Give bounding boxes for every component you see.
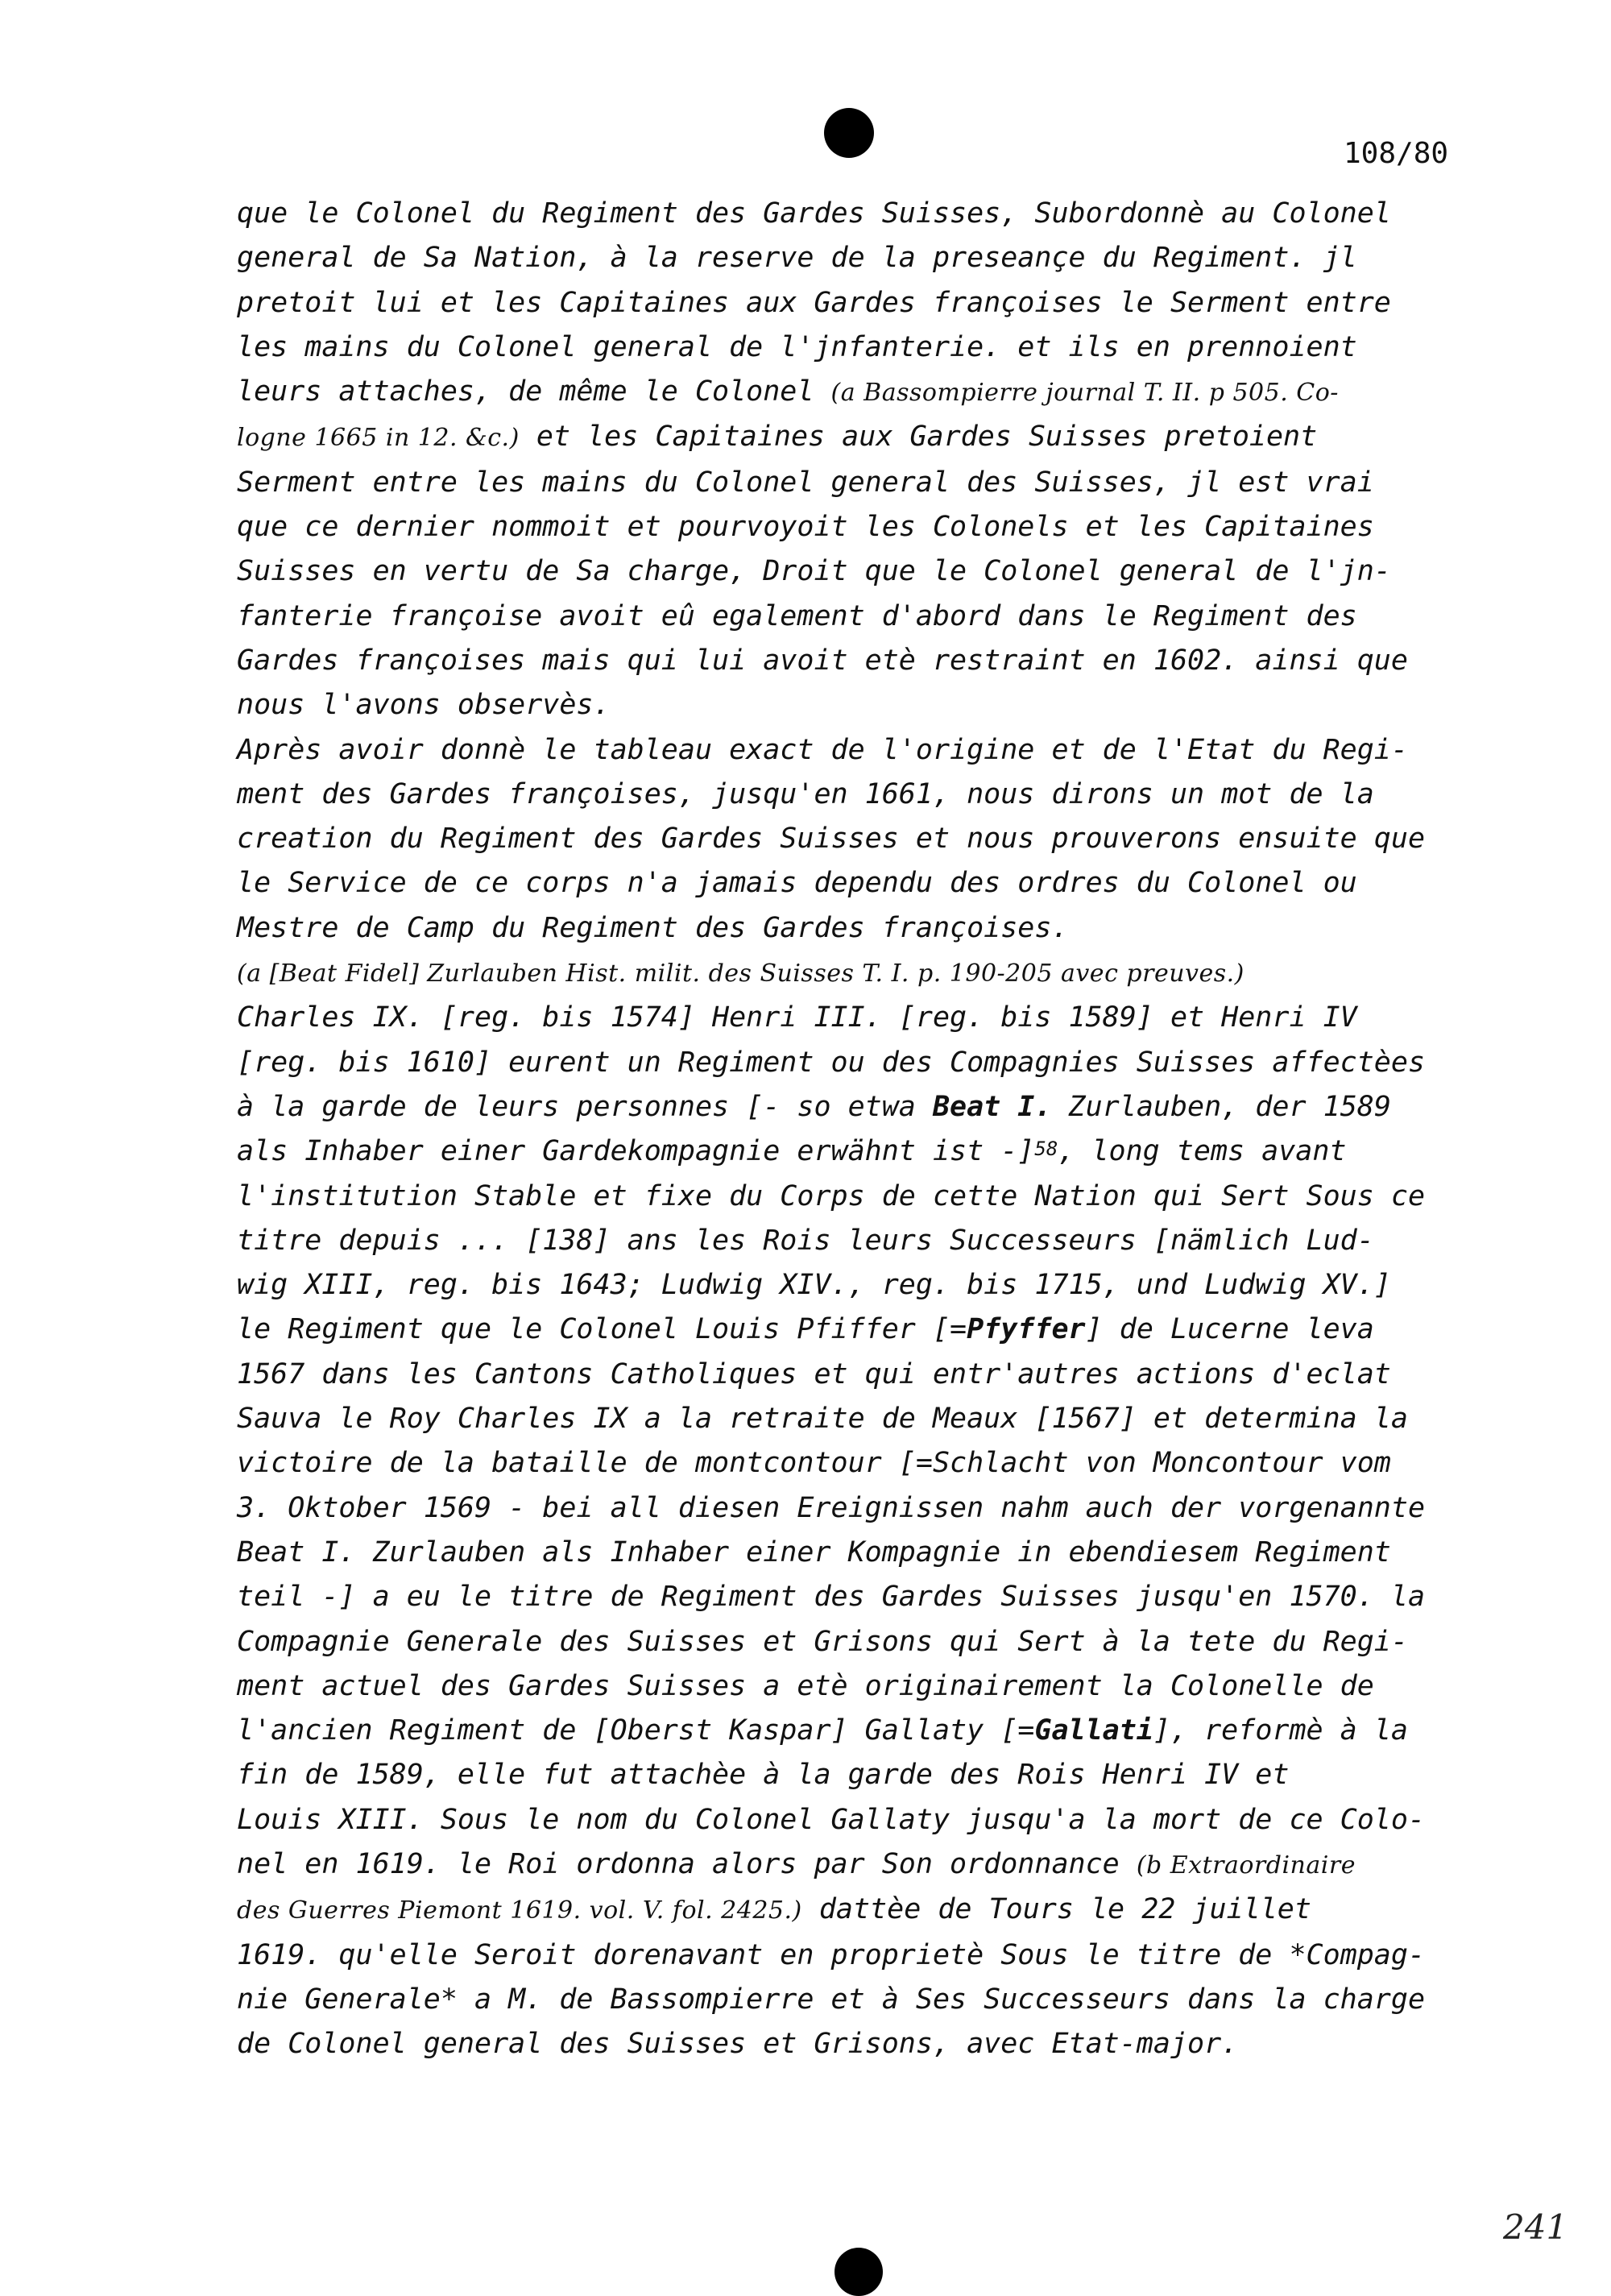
text-line (237, 1531, 1493, 1575)
handwritten-note: logne 1665 in 12. &c.) (237, 424, 520, 453)
text-line (237, 1263, 1493, 1308)
bold-name: Pfyffer (967, 1313, 1086, 1346)
bold-name: Gallati (1034, 1714, 1153, 1747)
text-run: teil -] a eu le titre de Regiment des Gardes Suisses jusqu'en 1570. la (237, 1581, 1426, 1614)
text-line (237, 1620, 1493, 1664)
text-line (237, 1308, 1493, 1352)
punch-hole-bottom (834, 2248, 883, 2296)
text-run: 1619. qu'elle Seroit dorenavant en proprietè Sous le titre de *Compag- (237, 1938, 1426, 1971)
text-line (237, 1085, 1493, 1129)
text-run: que ce dernier nommoit et pourvoyoit les Colonels et les Capitaines (237, 511, 1374, 544)
text-line (237, 1664, 1493, 1709)
text-run: Sauva le Roy Charles IX a la retraite de Meaux [1567] et determina la (237, 1403, 1408, 1436)
text-line (237, 1219, 1493, 1263)
text-line (237, 1486, 1493, 1531)
text-run: ] de Lucerne leva (1085, 1313, 1374, 1346)
text-run: les mains du Colonel general de l'jnfanterie. et ils en prennoient (237, 330, 1357, 363)
text-run: et les Capitaines aux Gardes Suisses pretoient (519, 421, 1318, 454)
text-run: [reg. bis 1610] eurent un Regiment ou des Compagnies Suisses affectèes (237, 1046, 1426, 1079)
bold-name: Beat I. (932, 1090, 1052, 1123)
text-line (237, 906, 1493, 951)
punch-hole-top (824, 108, 874, 158)
text-line (237, 1397, 1493, 1441)
text-run: nel en 1619. le Roi ordonna alors par Son ordonnance (237, 1847, 1137, 1880)
text-run: Après avoir donnè le tableau exact de l'origine et de l'Etat du Regi- (237, 733, 1408, 766)
text-line (237, 951, 1493, 996)
text-run: wig XIII, reg. bis 1643; Ludwig XIV., reg. bis 1715, und Ludwig XV.] (237, 1269, 1391, 1302)
text-line (237, 415, 1493, 460)
text-line (237, 505, 1493, 549)
handwritten-note: (b Extraordinaire (1136, 1850, 1356, 1879)
text-run: le Service de ce corps n'a jamais dependu des ordres du Colonel ou (237, 867, 1357, 900)
text-run: Charles IX. [reg. bis 1574] Henri III. [reg. bis 1589] et Henri IV (237, 1001, 1357, 1034)
text-run: dattèe de Tours le 22 juillet (801, 1893, 1311, 1926)
text-line (237, 728, 1493, 773)
body-text (237, 192, 1493, 2066)
text-run: Mestre de Camp du Regiment des Gardes françoises. (237, 911, 1069, 944)
text-line (237, 639, 1493, 683)
folio-mark: 241 (1503, 2207, 1568, 2247)
text-line (237, 2022, 1493, 2066)
text-line (237, 861, 1493, 906)
handwritten-note: des Guerres Piemont 1619. vol. V. fol. 2425.) (237, 1896, 802, 1925)
text-line (237, 1041, 1493, 1085)
text-run: Gardes françoises mais qui lui avoit etè restraint en 1602. ainsi que (237, 644, 1408, 677)
text-run: leurs attaches, de même le Colonel (237, 375, 831, 408)
text-run: Beat I. Zurlauben als Inhaber einer Kompagnie in ebendiesem Regiment (237, 1536, 1391, 1569)
text-line (237, 1842, 1493, 1888)
text-line (237, 1575, 1493, 1619)
text-run: fanterie françoise avoit eû egalement d'abord dans le Regiment des (237, 599, 1357, 632)
text-line (237, 549, 1493, 594)
text-run: l'institution Stable et fixe du Corps de cette Nation qui Sert Sous ce (237, 1179, 1426, 1212)
text-run: Serment entre les mains du Colonel general des Suisses, jl est vrai (237, 466, 1374, 499)
text-line (237, 683, 1493, 727)
text-run: Louis XIII. Sous le nom du Colonel Gallaty jusqu'a la mort de ce Colo- (237, 1803, 1426, 1836)
text-line (237, 1441, 1493, 1486)
text-line (237, 1129, 1493, 1174)
text-run: general de Sa Nation, à la reserve de la preseançe du Regiment. jl (237, 242, 1357, 275)
text-run: que le Colonel du Regiment des Gardes Suisses, Subordonnè au Colonel (237, 197, 1391, 230)
text-line (237, 236, 1493, 280)
text-line (237, 281, 1493, 325)
text-line (237, 1353, 1493, 1397)
handwritten-note: (a [Beat Fidel] Zurlauben Hist. milit. des Suisses T. I. p. 190-205 avec preuves.) (237, 959, 1244, 988)
text-line (237, 1978, 1493, 2022)
text-run: l'ancien Regiment de [Oberst Kaspar] Gallaty [= (237, 1714, 1035, 1747)
text-run: creation du Regiment des Gardes Suisses et nous prouverons ensuite que (237, 823, 1426, 856)
page-number: 108/80 (1344, 137, 1449, 170)
text-run: de Colonel general des Suisses et Grisons, avec Etat-major. (237, 2028, 1239, 2061)
text-line (237, 1709, 1493, 1753)
text-run: 1567 dans les Cantons Catholiques et qui entr'autres actions d'eclat (237, 1357, 1391, 1390)
text-run: , long tems avant (1058, 1135, 1347, 1168)
text-run: titre depuis ... [138] ans les Rois leurs Successeurs [nämlich Lud- (237, 1224, 1374, 1257)
text-line (237, 773, 1493, 817)
text-run: à la garde de leurs personnes [- so etwa (237, 1090, 933, 1123)
text-line (237, 192, 1493, 236)
text-run: victoire de la bataille de montcontour [=Schlacht von Moncontour vom (237, 1447, 1391, 1480)
text-run: fin de 1589, elle fut attachèe à la garde des Rois Henri IV et (237, 1759, 1290, 1792)
text-run: pretoit lui et les Capitaines aux Gardes françoises le Serment entre (237, 286, 1391, 319)
text-run: 3. Oktober 1569 - bei all diesen Ereignissen nahm auch der vorgenannte (237, 1491, 1426, 1524)
text-run: Compagnie Generale des Suisses et Grisons qui Sert à la tete du Regi- (237, 1625, 1408, 1658)
text-line (237, 461, 1493, 505)
text-line (237, 1753, 1493, 1797)
text-line (237, 1798, 1493, 1842)
text-run: ment des Gardes françoises, jusqu'en 1661, nous dirons un mot de la (237, 777, 1374, 810)
text-line (237, 1175, 1493, 1219)
text-run: Suisses en vertu de Sa charge, Droit que le Colonel general de l'jn- (237, 555, 1391, 588)
text-line (237, 370, 1493, 415)
text-line (237, 1888, 1493, 1933)
text-run: le Regiment que le Colonel Louis Pfiffer [= (237, 1313, 967, 1346)
handwritten-note: (a Bassompierre journal T. II. p 505. Co- (830, 379, 1339, 408)
text-line (237, 595, 1493, 639)
text-run: als Inhaber einer Gardekompagnie erwähnt ist -] (237, 1135, 1035, 1168)
text-run: ], reformè à la (1153, 1714, 1408, 1747)
text-line (237, 325, 1493, 370)
text-run: nous l'avons observès. (237, 689, 611, 722)
text-line (237, 1933, 1493, 1978)
text-line (237, 817, 1493, 861)
text-run: Zurlauben, der 1589 (1051, 1090, 1391, 1123)
text-line (237, 996, 1493, 1040)
footnote-ref: 58 (1034, 1138, 1058, 1161)
text-run: ment actuel des Gardes Suisses a etè originairement la Colonelle de (237, 1669, 1374, 1702)
text-run: nie Generale* a M. de Bassompierre et à Ses Successeurs dans la charge (237, 1983, 1426, 2016)
